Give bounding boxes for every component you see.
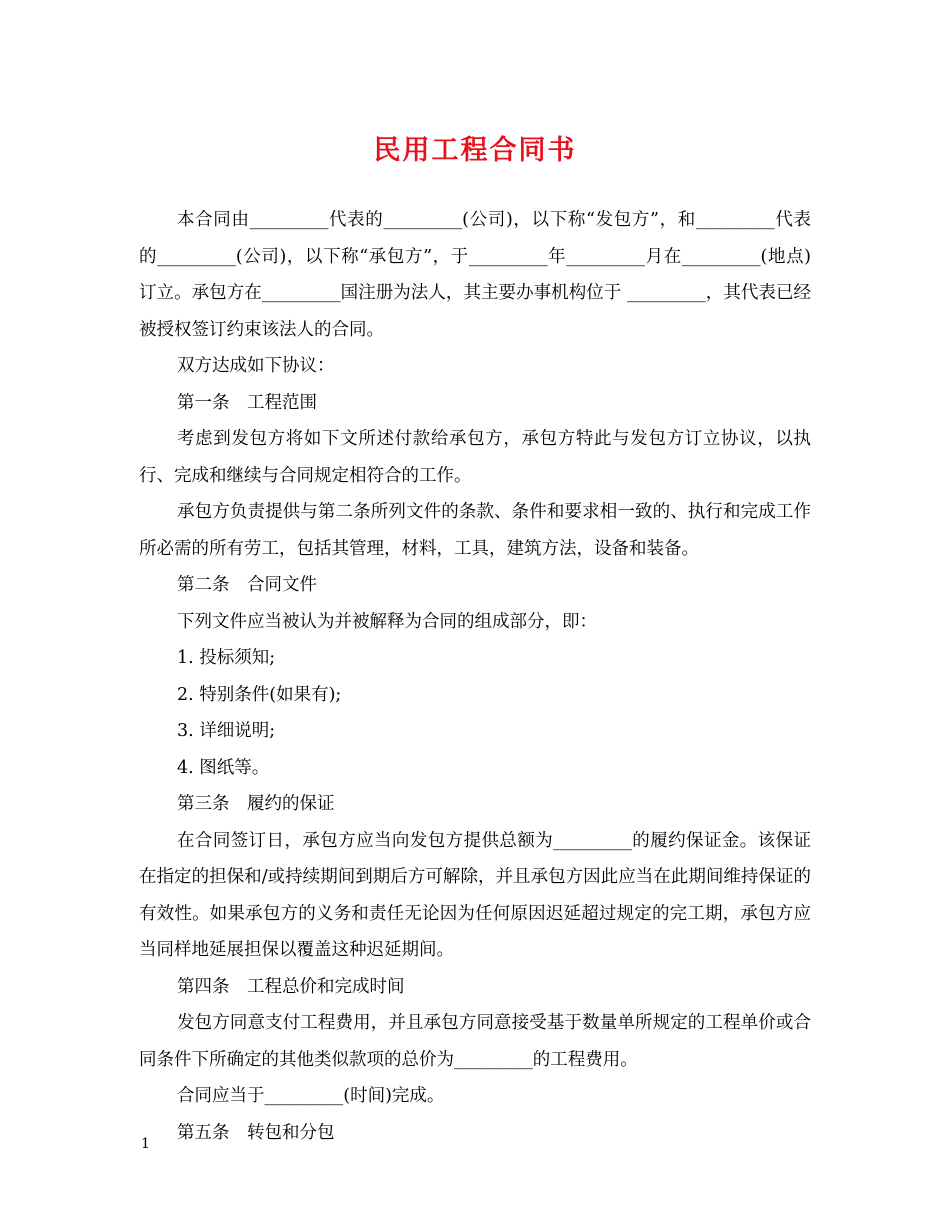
page-number: 1	[141, 1136, 150, 1152]
paragraph: 发包方同意支付工程费用，并且承包方同意接受基于数量单所规定的工程单价或合同条件下所确定的其他类似款项的总价为_________的工程费用。	[139, 1013, 811, 1070]
article-3-heading: 第三条 履约的保证	[177, 794, 335, 814]
article-2-heading: 第二条 合同文件	[177, 575, 317, 595]
list-item: 2. 特别条件(如果有);	[177, 684, 342, 705]
paragraph: 考虑到发包方将如下文所述付款给承包方，承包方特此与发包方订立协议，以执行、完成和继续与合同规定相符合的工作。	[139, 429, 811, 486]
paragraph-preamble: 本合同由_________代表的_________(公司)，以下称“发包方”，和_________代表的_________(公司)，以下称“承包方”，于_________年_________月在_________(地点)订立。承包方在_________国注册为法人，其主要办事机构位于 _________，其代表已经被授权签订约束该法人的合同。	[139, 210, 811, 340]
paragraph: 在合同签订日，承包方应当向发包方提供总额为_________的履约保证金。该保证在指定的担保和/或持续期间到期后方可解除，并且承包方因此应当在此期间维持保证的有效性。如果承包方的义务和责任无论因为任何原因迟延超过规定的完工期，承包方应当同样地延展担保以覆盖这种迟延期间。	[139, 830, 811, 960]
paragraph: 承包方负责提供与第二条所列文件的条款、条件和要求相一致的、执行和完成工作所必需的所有劳工，包括其管理，材料，工具，建筑方法，设备和装备。	[139, 502, 811, 559]
paragraph: 合同应当于_________(时间)完成。	[177, 1086, 445, 1106]
article-5-heading: 第五条 转包和分包	[177, 1122, 335, 1143]
paragraph: 下列文件应当被认为并被解释为合同的组成部分，即：	[177, 611, 597, 632]
article-4-heading: 第四条 工程总价和完成时间	[177, 976, 405, 997]
list-item: 1. 投标须知;	[177, 648, 276, 668]
document-title: 民用工程合同书	[373, 135, 577, 166]
list-item: 3. 详细说明;	[177, 721, 276, 741]
article-1-heading: 第一条 工程范围	[177, 392, 317, 413]
document-body	[139, 202, 811, 1151]
paragraph-agreement: 双方达成如下协议：	[177, 356, 335, 376]
list-item: 4. 图纸等。	[177, 757, 270, 778]
